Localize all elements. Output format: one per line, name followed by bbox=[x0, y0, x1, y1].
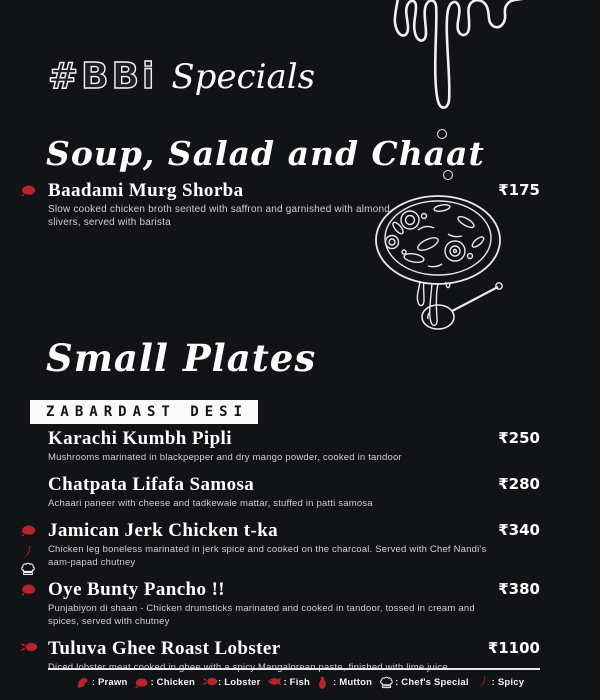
menu-item-oye-bunty-pancho bbox=[48, 579, 540, 628]
chicken-icon bbox=[134, 676, 148, 689]
icon-legend bbox=[0, 676, 600, 689]
subsection-label: ZABARDAST DESI bbox=[30, 400, 258, 424]
item-price: ₹280 bbox=[498, 475, 540, 493]
menu-item-karachi-kumbh-pipli bbox=[48, 428, 540, 464]
lobster-icon bbox=[20, 641, 38, 655]
legend-chicken bbox=[134, 676, 195, 689]
item-name: Oye Bunty Pancho !! bbox=[48, 579, 226, 600]
legend-label: : Lobster bbox=[218, 677, 261, 688]
spicy-icon bbox=[20, 546, 36, 560]
legend-label: : Spicy bbox=[491, 677, 525, 688]
legend-lobster bbox=[202, 676, 260, 689]
legend-prawn bbox=[76, 676, 128, 689]
menu-item-jamican-jerk-chicken bbox=[48, 520, 540, 569]
small-plates-list bbox=[48, 428, 540, 684]
legend-spicy bbox=[476, 676, 525, 689]
chefs-special-icon bbox=[20, 562, 36, 576]
item-description: Punjabiyon di shaan - Chicken drumsticks marinated and cooked in tandoor, tossed in cream and spices, served with chutney bbox=[48, 603, 475, 627]
brand-script-title: Specials bbox=[171, 57, 316, 97]
legend-label: : Chicken bbox=[150, 677, 196, 688]
item-name: Baadami Murg Shorba bbox=[48, 180, 244, 201]
legend-fish bbox=[267, 676, 310, 689]
item-description: Mushrooms marinated in blackpepper and dry mango powder, cooked in tandoor bbox=[48, 452, 402, 463]
brand-header bbox=[48, 56, 315, 97]
menu-item-baadami-murg-shorba bbox=[48, 180, 540, 229]
item-name: Karachi Kumbh Pipli bbox=[48, 428, 232, 449]
item-price: ₹380 bbox=[498, 580, 540, 598]
legend-label: : Fish bbox=[283, 677, 311, 688]
legend-chefs-special bbox=[379, 676, 469, 689]
item-price: ₹175 bbox=[498, 181, 540, 199]
item-name: Chatpata Lifafa Samosa bbox=[48, 474, 255, 495]
spicy-icon bbox=[476, 676, 490, 689]
item-price: ₹250 bbox=[498, 429, 540, 447]
drip-illustration bbox=[388, 0, 538, 133]
legend-label: : Prawn bbox=[91, 677, 128, 688]
item-name: Tuluva Ghee Roast Lobster bbox=[48, 638, 281, 659]
legend-label: : Chef's Special bbox=[395, 677, 469, 688]
lobster-icon bbox=[202, 676, 216, 689]
item-attribute-icons bbox=[20, 546, 36, 576]
spoon-icon bbox=[422, 283, 502, 329]
small-plates-heading: Small Plates bbox=[46, 336, 317, 380]
legend-mutton bbox=[317, 676, 372, 689]
brand-hashtag: #BBi bbox=[48, 56, 158, 97]
chefs-special-icon bbox=[379, 676, 393, 689]
footer-divider bbox=[48, 668, 540, 670]
item-description: Chicken leg boneless marinated in jerk spice and cooked on the charcoal. Served with Chef Nandi's aam-papad chutney bbox=[48, 544, 487, 568]
soup-section-heading: Soup, Salad and Chaat bbox=[46, 134, 485, 173]
item-name: Jamican Jerk Chicken t-ka bbox=[48, 520, 279, 541]
fish-icon bbox=[267, 676, 281, 689]
item-price: ₹340 bbox=[498, 521, 540, 539]
item-description: Slow cooked chicken broth sented with saffron and garnished with almond slivers, served with barista bbox=[48, 204, 390, 228]
chicken-icon bbox=[20, 183, 38, 197]
chicken-icon bbox=[20, 582, 38, 596]
item-price: ₹1100 bbox=[487, 639, 540, 657]
legend-label: : Mutton bbox=[333, 677, 373, 688]
mutton-icon bbox=[317, 676, 331, 689]
chicken-icon bbox=[20, 523, 38, 537]
prawn-icon bbox=[76, 676, 90, 689]
menu-item-chatpata-lifafa-samosa bbox=[48, 474, 540, 510]
item-description: Achaari paneer with cheese and tadkewale mattar, stuffed in patti samosa bbox=[48, 498, 373, 509]
